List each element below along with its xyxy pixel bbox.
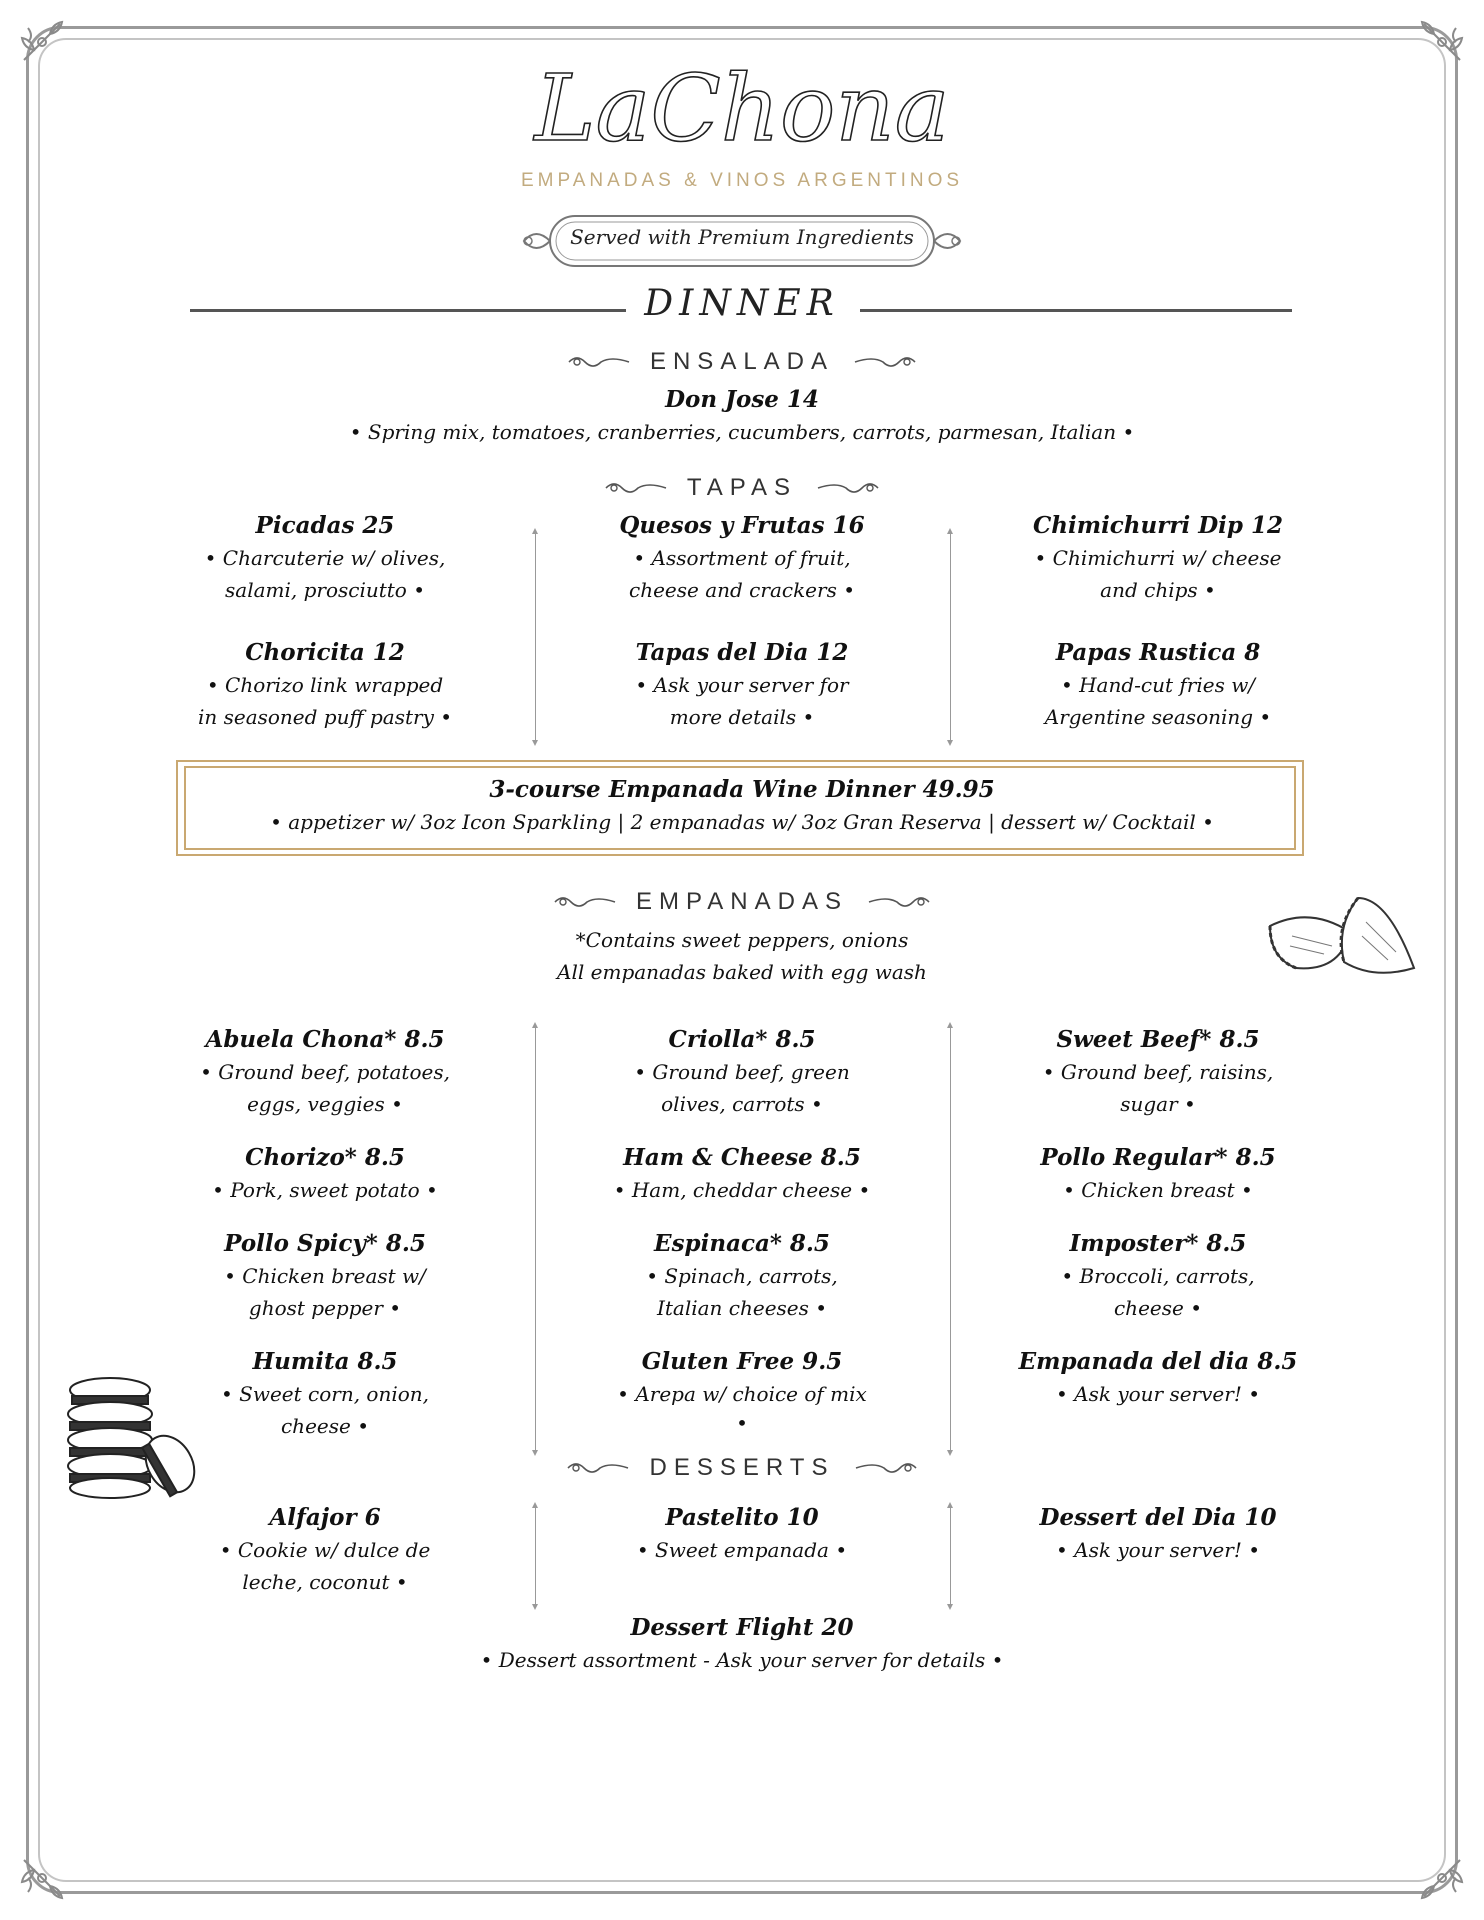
item-desc: • Ham, cheddar cheese • [613, 1178, 871, 1202]
item-desc: • Ground beef, raisins, [1042, 1060, 1274, 1084]
section-title: ENSALADA [649, 348, 835, 375]
menu-item [145, 1346, 505, 1442]
item-desc: sugar • [1120, 1092, 1196, 1116]
item-desc: in seasoned puff pastry • [197, 705, 453, 729]
section-heading-tapas [0, 474, 1484, 502]
note-text: All empanadas baked with egg wash [557, 960, 927, 984]
menu-item [192, 384, 1292, 448]
item-desc: • Chimichurri w/ cheese [1034, 546, 1282, 570]
menu-item [978, 1346, 1338, 1410]
item-desc: more details • [669, 705, 815, 729]
swirl-right-icon [854, 1459, 918, 1477]
swirl-left-icon [567, 353, 631, 371]
menu-item [145, 637, 505, 733]
item-desc: Italian cheeses • [656, 1296, 828, 1320]
menu-title: DINNER [644, 283, 840, 324]
divider-line [190, 309, 626, 312]
brand-logo [0, 40, 1484, 170]
brand-tagline: EMPANADAS & VINOS ARGENTINOS [520, 170, 964, 191]
item-name: Pollo Regular* 8.5 [1040, 1144, 1276, 1171]
menu-item [145, 1024, 505, 1120]
item-name: Criolla* 8.5 [668, 1026, 816, 1053]
item-desc: • Sweet empanada • [636, 1538, 848, 1562]
brand-name: LaChona [534, 55, 950, 162]
menu-item [562, 1346, 922, 1436]
section-title: EMPANADAS [636, 888, 848, 915]
item-desc: salami, prosciutto • [225, 578, 425, 602]
item-name: Pastelito 10 [665, 1504, 819, 1531]
note-text: *Contains sweet peppers, onions [575, 928, 909, 952]
menu-item [562, 637, 922, 733]
item-name: Picadas 25 [255, 512, 395, 539]
item-name: Tapas del Dia 12 [635, 639, 849, 666]
menu-item [145, 1142, 505, 1206]
swirl-right-icon [853, 353, 917, 371]
swirl-right-icon [816, 479, 880, 497]
item-name: Quesos y Frutas 16 [619, 512, 865, 539]
menu-item [978, 1024, 1338, 1120]
item-desc: • Ask your server! • [1055, 1538, 1261, 1562]
section-title: DESSERTS [649, 1454, 835, 1481]
menu-item [978, 1142, 1338, 1206]
swirl-right-icon [867, 893, 931, 911]
item-name: Alfajor 6 [269, 1504, 381, 1531]
item-desc: • Spring mix, tomatoes, cranberries, cucumbers, carrots, parmesan, Italian • [349, 420, 1135, 444]
item-name: Humita 8.5 [252, 1348, 398, 1375]
item-name: Don Jose 14 [665, 386, 819, 413]
corner-ornament-icon [14, 1850, 70, 1906]
item-name: Dessert Flight 20 [630, 1614, 854, 1641]
column-divider [950, 1024, 951, 1454]
menu-item [145, 1502, 505, 1598]
column-divider [535, 1024, 536, 1454]
menu-item [562, 1228, 922, 1324]
item-desc: • Chicken breast w/ [224, 1264, 426, 1288]
menu-item [562, 1502, 922, 1566]
item-desc: • Chorizo link wrapped [206, 673, 444, 697]
menu-item [145, 510, 505, 606]
menu-item [978, 1228, 1338, 1324]
item-name: Pollo Spicy* 8.5 [224, 1230, 426, 1257]
item-desc: • Hand-cut fries w/ [1060, 673, 1256, 697]
corner-ornament-icon [1414, 1850, 1470, 1906]
item-name: Empanada del dia 8.5 [1018, 1348, 1298, 1375]
item-desc: Argentine seasoning • [1044, 705, 1272, 729]
section-heading-desserts [0, 1454, 1484, 1482]
section-heading-ensalada [0, 348, 1484, 376]
menu-item [978, 510, 1338, 606]
menu-item [562, 1024, 922, 1120]
item-desc: cheese • [280, 1414, 369, 1438]
item-desc: olives, carrots • [661, 1092, 823, 1116]
item-desc: • Cookie w/ dulce de [219, 1538, 431, 1562]
swirl-left-icon [566, 1459, 630, 1477]
item-desc: • Ground beef, potatoes, [200, 1060, 450, 1084]
item-name: 3-course Empanada Wine Dinner 49.95 [489, 776, 995, 803]
item-desc: cheese and crackers • [629, 578, 855, 602]
item-desc: • Ask your server for [635, 673, 849, 697]
menu-item [978, 1502, 1338, 1566]
item-desc: • Assortment of fruit, [633, 546, 851, 570]
column-divider [535, 530, 536, 744]
item-name: Dessert del Dia 10 [1039, 1504, 1277, 1531]
swirl-left-icon [553, 893, 617, 911]
item-name: Chimichurri Dip 12 [1032, 512, 1284, 539]
item-desc: • Ground beef, green [634, 1060, 850, 1084]
item-desc: • Dessert assortment - Ask your server for details • [480, 1648, 1004, 1672]
menu-item [562, 510, 922, 606]
special-item [192, 774, 1292, 838]
item-desc: • Spinach, carrots, [646, 1264, 838, 1288]
divider-line [860, 309, 1292, 312]
item-name: Choricita 12 [245, 639, 405, 666]
menu-item [562, 1142, 922, 1206]
empanada-illustration-icon [1262, 886, 1422, 986]
menu-item [978, 637, 1338, 733]
item-desc: eggs, veggies • [247, 1092, 403, 1116]
item-name: Gluten Free 9.5 [641, 1348, 843, 1375]
item-name: Chorizo* 8.5 [245, 1144, 405, 1171]
item-desc: • Sweet corn, onion, [220, 1382, 430, 1406]
item-desc: • Chicken breast • [1063, 1178, 1253, 1202]
column-divider [950, 1504, 951, 1608]
menu-item [145, 1228, 505, 1324]
item-name: Espinaca* 8.5 [654, 1230, 830, 1257]
item-name: Sweet Beef* 8.5 [1056, 1026, 1260, 1053]
item-name: Imposter* 8.5 [1069, 1230, 1247, 1257]
item-desc: • Pork, sweet potato • [212, 1178, 438, 1202]
menu-item [192, 1612, 1292, 1676]
column-divider [950, 530, 951, 744]
item-name: Ham & Cheese 8.5 [623, 1144, 861, 1171]
item-desc: • [736, 1411, 748, 1435]
item-desc: • Broccoli, carrots, [1061, 1264, 1255, 1288]
column-divider [535, 1504, 536, 1608]
banner-text: Served with Premium Ingredients [570, 225, 914, 249]
item-desc: ghost pepper • [248, 1296, 402, 1320]
item-desc: • Charcuterie w/ olives, [204, 546, 446, 570]
item-name: Abuela Chona* 8.5 [205, 1026, 445, 1053]
item-desc: cheese • [1113, 1296, 1202, 1320]
item-name: Papas Rustica 8 [1055, 639, 1261, 666]
item-desc: and chips • [1100, 578, 1216, 602]
swirl-left-icon [604, 479, 668, 497]
item-desc: • Arepa w/ choice of mix [617, 1382, 867, 1406]
item-desc: • appetizer w/ 3oz Icon Sparkling | 2 empanadas w/ 3oz Gran Reserva | dessert w/ Cocktail • [270, 810, 1214, 834]
item-desc: • Ask your server! • [1055, 1382, 1261, 1406]
section-title: TAPAS [686, 474, 798, 501]
section-note [192, 924, 1292, 988]
item-desc: leche, coconut • [242, 1570, 408, 1594]
